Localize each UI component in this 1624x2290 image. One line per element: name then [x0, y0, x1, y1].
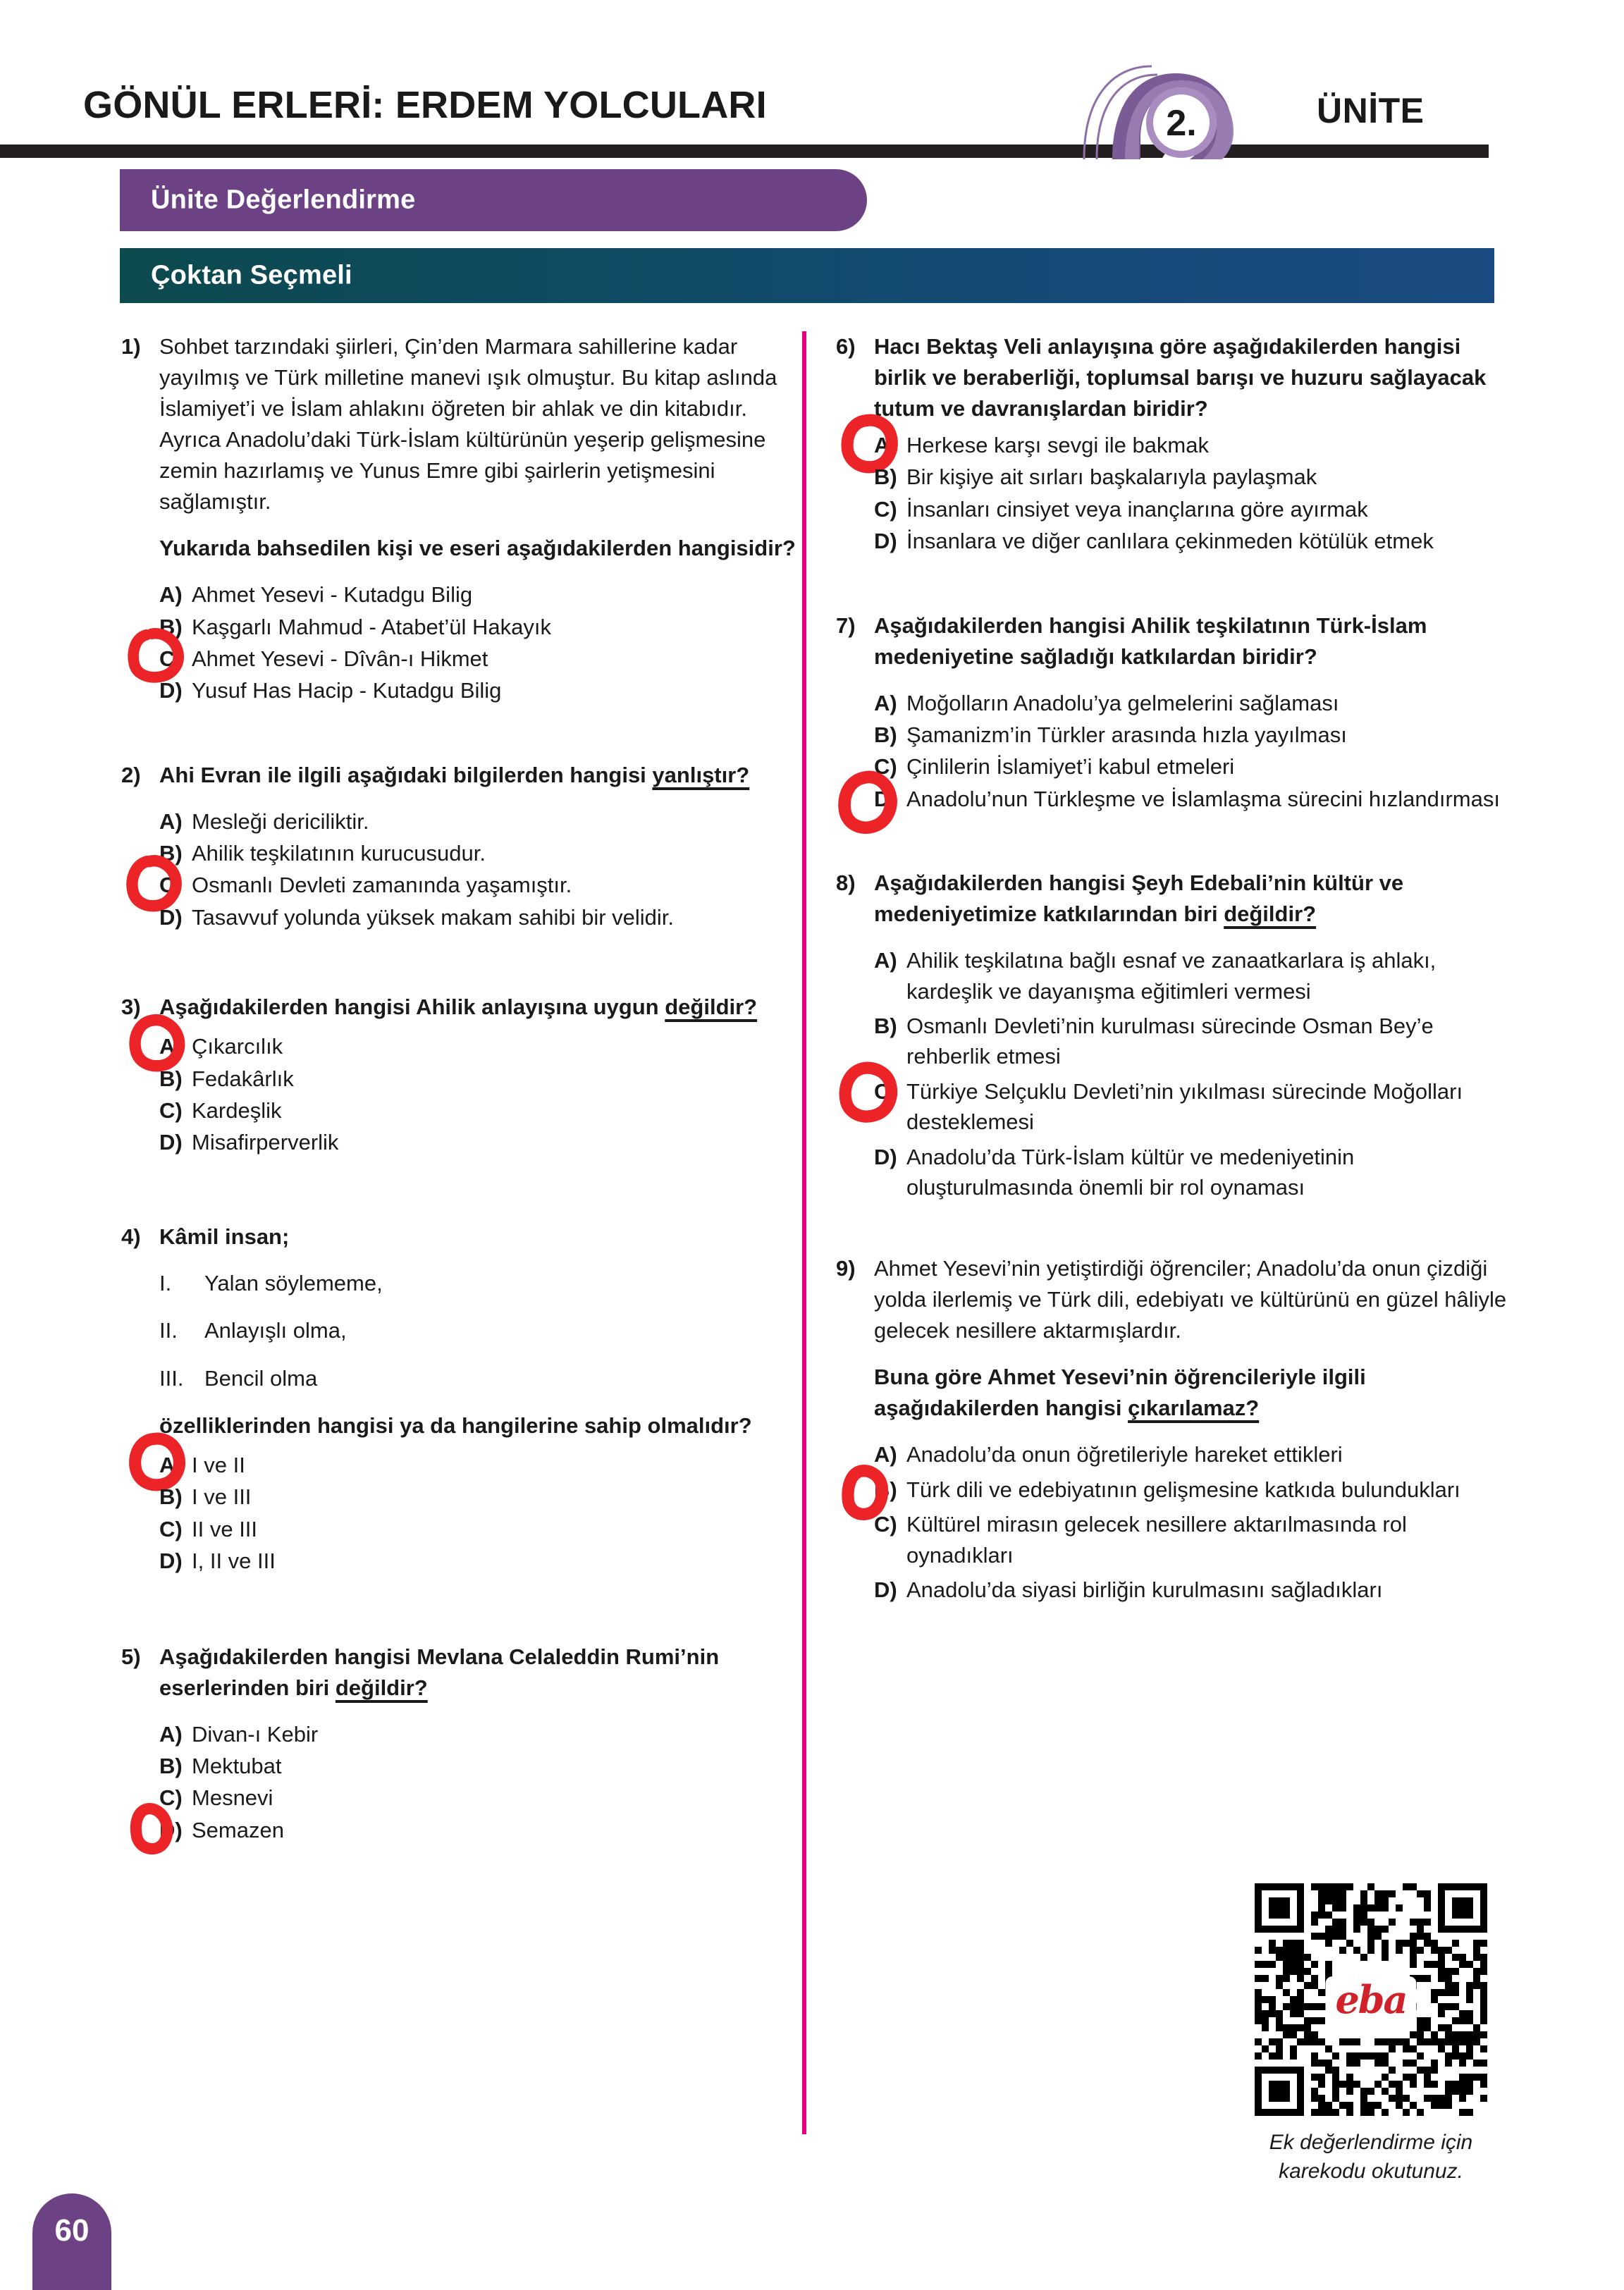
option-a-label: A)	[874, 1442, 897, 1467]
option-b[interactable]	[159, 1482, 804, 1512]
question-6	[836, 331, 1518, 557]
option-d-text: Anadolu’da siyasi birliğin kurulmasını sağladıkları	[906, 1577, 1383, 1602]
option-b-label: B)	[159, 1484, 183, 1510]
option-c-label: C)	[874, 1512, 897, 1537]
option-a[interactable]	[874, 945, 1518, 1007]
option-a-label: A)	[159, 582, 183, 608]
question-3-prompt-underlined: değildir?	[665, 995, 758, 1020]
option-b-label: B)	[874, 1477, 897, 1502]
option-d-text: Anadolu’nun Türkleşme ve İslamlaşma sürecini hızlandırması	[906, 786, 1500, 811]
option-a-text: Moğolların Anadolu’ya gelmelerini sağlaması	[906, 690, 1339, 715]
option-d-text: Tasavvuf yolunda yüksek makam sahibi bir velidir.	[192, 904, 675, 930]
option-d[interactable]	[874, 526, 1518, 556]
unit-label: ÜNİTE	[1317, 91, 1425, 130]
option-a-text: I ve II	[192, 1453, 245, 1478]
question-9-number: 9)	[836, 1256, 856, 1281]
qr-caption-line-2: karekodu okutunuz.	[1279, 2159, 1463, 2183]
eba-logo: eba	[1325, 1976, 1416, 2023]
option-a-label: A)	[159, 1034, 183, 1059]
option-d[interactable]	[159, 1127, 804, 1157]
option-c-text: Osmanlı Devleti zamanında yaşamıştır.	[192, 873, 572, 898]
option-d-text: Semazen	[192, 1817, 284, 1842]
question-4-options	[121, 1450, 804, 1577]
question-4-prompt-2: özelliklerinden hangisi ya da hangilerine sahip olmalıdır?	[159, 1413, 752, 1439]
option-d-label: D)	[874, 786, 897, 811]
question-4-prompt: Kâmil insan;	[159, 1224, 290, 1249]
option-c[interactable]	[159, 870, 804, 900]
option-d[interactable]	[159, 675, 804, 706]
option-a[interactable]	[159, 1450, 804, 1480]
question-2-prompt: Ahi Evran ile ilgili aşağıdaki bilgilerden hangisi	[159, 762, 646, 787]
roman-item	[159, 1363, 804, 1393]
question-8	[836, 868, 1518, 1202]
option-c-text: İnsanları cinsiyet veya inançlarına göre ayırmak	[906, 496, 1368, 522]
question-9-options	[836, 1439, 1518, 1605]
option-b-text: Ahilik teşkilatının kurucusudur.	[192, 841, 486, 866]
option-c-text: Çinlilerin İslamiyet’i kabul etmeleri	[906, 754, 1235, 780]
question-6-prompt: Hacı Bektaş Veli anlayışına göre aşağıdakilerden hangisi birlik ve beraberliği, toplumsal barışı ve huzuru sağlayacak tutum ve davranışlardan biridir?	[874, 334, 1487, 421]
option-b-label: B)	[159, 614, 183, 639]
option-b-text: Şamanizm’in Türkler arasında hızla yayılması	[906, 722, 1347, 748]
roman-item	[159, 1268, 804, 1298]
option-a[interactable]	[159, 806, 804, 837]
question-6-options	[836, 430, 1518, 557]
header-rule	[0, 144, 1489, 158]
option-b[interactable]	[159, 838, 804, 868]
question-5-number: 5)	[121, 1644, 141, 1669]
option-b[interactable]	[874, 462, 1518, 492]
question-3-number: 3)	[121, 995, 141, 1020]
question-1	[121, 331, 804, 706]
question-9-prompt: Buna göre Ahmet Yesevi’nin öğrencileriyle ilgili aşağıdakilerden hangisi	[874, 1365, 1366, 1421]
option-c[interactable]	[874, 1076, 1518, 1138]
page-title: GÖNÜL ERLERİ: ERDEM YOLCULARI	[83, 84, 767, 126]
option-c-label: C)	[874, 754, 897, 780]
option-a-text: Çıkarcılık	[192, 1034, 283, 1059]
option-c[interactable]	[159, 1095, 804, 1126]
question-8-options	[836, 945, 1518, 1202]
option-b-text: Kaşgarlı Mahmud - Atabet’ül Hakayık	[192, 614, 552, 639]
option-d-label: D)	[874, 1577, 897, 1602]
question-5-prompt: Aşağıdakilerden hangisi Mevlana Celaleddin Rumi’nin eserlerinden biri	[159, 1644, 720, 1700]
option-a-text: Anadolu’da onun öğretileriyle hareket ettikleri	[906, 1442, 1343, 1467]
question-7	[836, 610, 1518, 815]
option-d[interactable]	[159, 1815, 804, 1845]
option-b[interactable]	[874, 1475, 1518, 1505]
question-9-stem: Ahmet Yesevi’nin yetiştirdiği öğrenciler; Anadolu’da onun çizdiği yolda ilerlemiş ve Türk dili, edebiyatı ve kültürünü en güzel hâliyle gelecek nesillere aktarmışlardır.	[874, 1256, 1507, 1343]
option-a[interactable]	[874, 1439, 1518, 1470]
qr-caption-line-1: Ek değerlendirme için	[1269, 2131, 1473, 2154]
banner-multiple-choice-label: Çoktan Seçmeli	[151, 260, 352, 290]
question-8-number: 8)	[836, 870, 856, 896]
qr-code[interactable]	[1255, 1883, 1487, 2116]
option-a[interactable]	[159, 1719, 804, 1749]
option-c-text: Ahmet Yesevi - Dîvân-ı Hikmet	[192, 646, 488, 671]
banner-unit-evaluation-label: Ünite Değerlendirme	[151, 185, 416, 215]
question-7-number: 7)	[836, 612, 856, 638]
option-b-label: B)	[874, 1014, 897, 1039]
question-2-options	[121, 806, 804, 933]
option-d[interactable]	[874, 784, 1518, 814]
qr-block	[1255, 1883, 1487, 2186]
question-3-options	[121, 1031, 804, 1158]
option-d[interactable]	[874, 1575, 1518, 1605]
option-d-text: Misafirperverlik	[192, 1130, 339, 1155]
option-d-label: D)	[874, 1144, 897, 1169]
option-c-label: C)	[159, 1785, 183, 1811]
question-7-prompt: Aşağıdakilerden hangisi Ahilik teşkilatının Türk-İslam medeniyetine sağladığı katkılardan biridir?	[874, 612, 1427, 669]
question-4	[121, 1221, 804, 1577]
question-1-options	[121, 579, 804, 706]
option-c[interactable]	[874, 751, 1518, 782]
option-b-text: I ve III	[192, 1484, 252, 1510]
option-c-text: Türkiye Selçuklu Devleti’nin yıkılması sürecinde Moğolları desteklemesi	[906, 1078, 1463, 1135]
option-d-label: D)	[874, 529, 897, 554]
option-b-label: B)	[159, 1754, 183, 1779]
option-c[interactable]	[874, 1509, 1518, 1570]
option-b-label: B)	[159, 1066, 183, 1091]
question-5-options	[121, 1719, 804, 1846]
option-d-text: Yusuf Has Hacip - Kutadgu Bilig	[192, 678, 502, 703]
option-b-text: Türk dili ve edebiyatının gelişmesine katkıda bulundukları	[906, 1477, 1460, 1502]
option-d[interactable]	[159, 1546, 804, 1576]
page-number: 60	[54, 2213, 90, 2248]
option-c[interactable]	[874, 494, 1518, 524]
option-b[interactable]	[874, 1011, 1518, 1072]
option-c-text: Kardeşlik	[192, 1098, 282, 1124]
question-5-prompt-underlined: değildir?	[335, 1675, 428, 1700]
right-question-column	[836, 331, 1518, 1643]
question-3-prompt: Aşağıdakilerden hangisi Ahilik anlayışına uygun	[159, 995, 659, 1020]
option-d-label: D)	[159, 1130, 183, 1155]
option-c[interactable]	[159, 1783, 804, 1813]
option-c-text: Mesnevi	[192, 1785, 273, 1811]
option-d-label: D)	[159, 678, 183, 703]
banner-unit-evaluation	[120, 169, 867, 231]
option-a[interactable]	[159, 1031, 804, 1061]
question-2	[121, 760, 804, 933]
option-a-label: A)	[159, 1453, 183, 1478]
option-c-label: C)	[874, 1078, 897, 1104]
option-a-label: A)	[159, 808, 183, 834]
banner-multiple-choice	[120, 248, 1494, 303]
roman-item	[159, 1315, 804, 1346]
question-4-roman-list	[121, 1268, 804, 1393]
option-c-label: C)	[159, 1516, 183, 1541]
option-a[interactable]	[874, 430, 1518, 460]
question-2-prompt-underlined: yanlıştır?	[652, 762, 750, 787]
option-d-text: İnsanlara ve diğer canlılara çekinmeden kötülük etmek	[906, 529, 1434, 554]
option-b-text: Mektubat	[192, 1754, 282, 1779]
option-a-label: A)	[874, 690, 897, 715]
option-b-label: B)	[874, 722, 897, 748]
roman-item-label: I.	[159, 1270, 172, 1295]
option-d[interactable]	[159, 902, 804, 932]
roman-item-text: Anlayışlı olma,	[204, 1318, 347, 1343]
question-9-prompt-underlined: çıkarılamaz?	[1128, 1396, 1260, 1421]
option-a[interactable]	[159, 579, 804, 610]
roman-item-text: Yalan söylememe,	[204, 1270, 383, 1295]
unit-number: 2.	[1166, 103, 1197, 144]
question-7-options	[836, 688, 1518, 815]
option-a-label: A)	[874, 948, 897, 973]
option-b[interactable]	[159, 612, 804, 642]
option-b-text: Osmanlı Devleti’nin kurulması sürecinde Osman Bey’e rehberlik etmesi	[906, 1014, 1434, 1069]
question-9	[836, 1253, 1518, 1605]
option-c-label: C)	[159, 1098, 183, 1124]
left-question-column	[121, 331, 804, 1883]
option-a-text: Divan-ı Kebir	[192, 1721, 319, 1747]
option-a-text: Herkese karşı sevgi ile bakmak	[906, 433, 1209, 458]
question-5	[121, 1642, 804, 1846]
option-a-text: Mesleği dericiliktir.	[192, 808, 369, 834]
unit-swirl-icon	[1078, 61, 1262, 159]
option-b[interactable]	[159, 1064, 804, 1094]
roman-item-text: Bencil olma	[204, 1365, 318, 1391]
option-c-label: C)	[159, 873, 183, 898]
option-c-label: C)	[159, 646, 183, 671]
roman-item-label: III.	[159, 1365, 184, 1391]
option-d[interactable]	[874, 1142, 1518, 1203]
option-b-text: Bir kişiye ait sırları başkalarıyla paylaşmak	[906, 464, 1317, 490]
question-8-prompt-underlined: değildir?	[1224, 901, 1317, 927]
option-c-text: Kültürel mirasın gelecek nesillere aktarılmasında rol oynadıkları	[906, 1512, 1407, 1568]
roman-item-label: II.	[159, 1318, 178, 1343]
question-1-prompt: Yukarıda bahsedilen kişi ve eseri aşağıdakilerden hangisidir?	[159, 536, 796, 561]
question-2-number: 2)	[121, 762, 141, 787]
option-a[interactable]	[874, 688, 1518, 718]
option-b-label: B)	[874, 464, 897, 490]
option-c-text: II ve III	[192, 1516, 258, 1541]
option-c[interactable]	[159, 644, 804, 674]
option-c-label: C)	[874, 496, 897, 522]
question-1-stem: Sohbet tarzındaki şiirleri, Çin’den Marmara sahillerine kadar yayılmış ve Türk milletine manevi ışık olmuştur. Bu kitap aslında İslamiyet’i ve İslam ahlakını öğreten bir ahlak ve din kitabıdır. Ayrıca Anadolu’daki Türk-İslam kültürünün yeşerip gelişmesine zemin hazırlamış ve Yunus Emre gibi şairlerin yetişmesini sağlamıştır.	[159, 334, 777, 515]
question-8-prompt: Aşağıdakilerden hangisi Şeyh Edebali’nin kültür ve medeniyetimize katkılarından biri	[874, 870, 1404, 927]
option-b-label: B)	[159, 841, 183, 866]
option-d-label: D)	[159, 904, 183, 930]
question-6-number: 6)	[836, 334, 856, 359]
question-1-number: 1)	[121, 334, 141, 359]
option-a-text: Ahmet Yesevi - Kutadgu Bilig	[192, 582, 473, 608]
option-a-text: Ahilik teşkilatına bağlı esnaf ve zanaatkarlara iş ahlakı, kardeşlik ve dayanışma eğitimleri vermesi	[906, 948, 1437, 1004]
option-b-text: Fedakârlık	[192, 1066, 294, 1091]
option-c[interactable]	[159, 1514, 804, 1544]
option-b[interactable]	[874, 720, 1518, 750]
option-d-text: Anadolu’da Türk-İslam kültür ve medeniyetinin oluşturulmasında önemli bir rol oynaması	[906, 1144, 1355, 1200]
option-b[interactable]	[159, 1751, 804, 1781]
option-a-label: A)	[159, 1721, 183, 1747]
question-4-number: 4)	[121, 1224, 141, 1249]
qr-caption	[1255, 2129, 1487, 2186]
question-3	[121, 992, 804, 1158]
option-d-label: D)	[159, 1549, 183, 1574]
option-d-text: I, II ve III	[192, 1549, 276, 1574]
option-d-label: D)	[159, 1817, 183, 1842]
option-a-label: A)	[874, 433, 897, 458]
